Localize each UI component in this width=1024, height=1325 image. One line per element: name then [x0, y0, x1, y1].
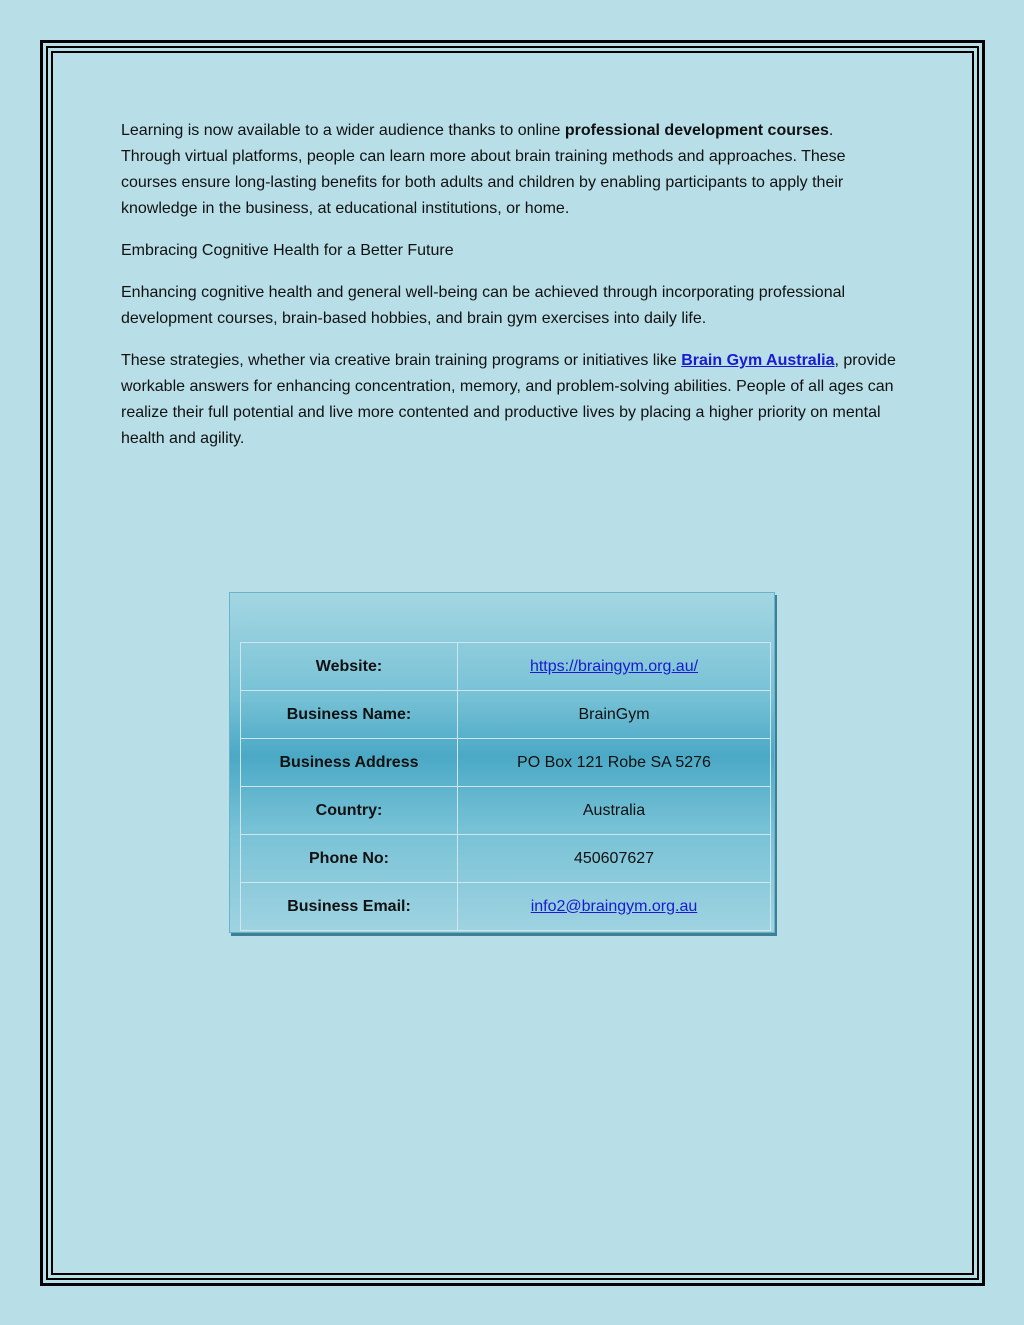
strategies-text-end: , provide workable answers for enhancing concentration, memory, and problem-solving abilities. People of all ages can realize their full potential and live more contented and productive lives by placing a higher priority on mental health and agility.	[121, 352, 896, 447]
intro-text-start: Learning is now available to a wider audience thanks to online	[121, 122, 565, 139]
table-row	[241, 739, 771, 787]
table-row	[241, 691, 771, 739]
table-row	[241, 835, 771, 883]
business-info-table	[240, 642, 771, 931]
country-label: Country:	[241, 787, 458, 835]
strategies-paragraph	[121, 348, 896, 452]
table-row	[241, 883, 771, 931]
business-address-value: PO Box 121 Robe SA 5276	[458, 739, 771, 787]
website-link[interactable]: https://braingym.org.au/	[529, 657, 699, 675]
business-email-value	[458, 883, 771, 931]
website-label: Website:	[241, 643, 458, 691]
business-address-label: Business Address	[241, 739, 458, 787]
country-value: Australia	[458, 787, 771, 835]
email-link[interactable]: info2@braingym.org.au	[530, 897, 698, 915]
brain-gym-australia-link[interactable]: Brain Gym Australia	[681, 352, 835, 369]
phone-label: Phone No:	[241, 835, 458, 883]
table-row	[241, 643, 771, 691]
section-heading: Embracing Cognitive Health for a Better Future	[121, 242, 454, 259]
intro-bold-phrase: professional development courses	[564, 122, 829, 139]
business-email-label: Business Email:	[241, 883, 458, 931]
business-name-value: BrainGym	[458, 691, 771, 739]
business-name-label: Business Name:	[241, 691, 458, 739]
strategies-text-start: These strategies, whether via creative brain training programs or initiatives like	[121, 352, 682, 369]
cognitive-health-paragraph: Enhancing cognitive health and general well-being can be achieved through incorporating professional development courses, brain-based hobbies, and brain gym exercises into daily life.	[121, 284, 846, 327]
website-value	[458, 643, 771, 691]
article-body	[121, 118, 896, 468]
business-info-box	[229, 592, 775, 933]
phone-value: 450607627	[458, 835, 771, 883]
table-row	[241, 787, 771, 835]
intro-text-end: . Through virtual platforms, people can learn more about brain training methods and approaches. These courses ensure long-lasting benefits for both adults and children by enabling participants to apply their knowledge in the business, at educational institutions, or home.	[121, 122, 846, 217]
intro-paragraph	[121, 118, 896, 222]
